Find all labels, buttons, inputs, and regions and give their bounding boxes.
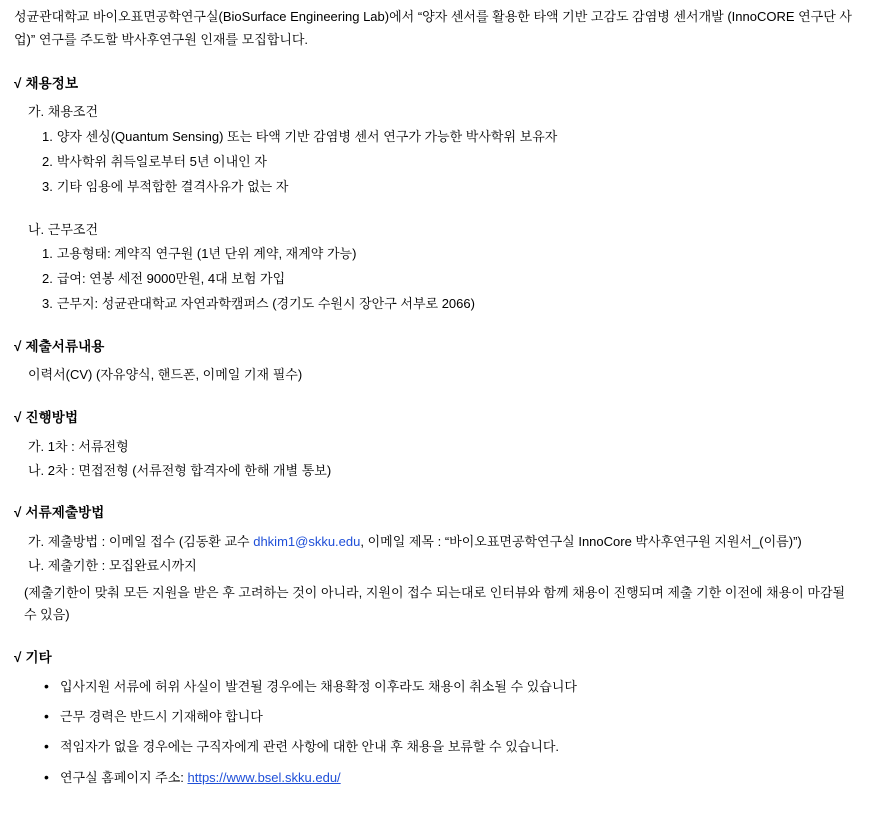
section-required-documents bbox=[14, 337, 857, 386]
hire-conditions-list bbox=[14, 127, 857, 197]
submission-method-prefix: 가. 제출방법 : 이메일 접수 (김동환 교수 bbox=[28, 533, 254, 549]
submission-note: (제출기한이 맞춰 모든 지원을 받은 후 고려하는 것이 아니라, 지원이 접수 되는대로 인터뷰와 함께 채용이 진행되며 제출 기한 이전에 채용이 마감될 수 있음) bbox=[24, 585, 846, 623]
list-item-number: 2. bbox=[42, 271, 53, 287]
section-submission-method bbox=[14, 503, 857, 626]
spacer bbox=[14, 202, 857, 220]
section-title-recruit-info bbox=[14, 74, 857, 95]
section-process bbox=[14, 408, 857, 481]
lab-homepage-link[interactable]: https://www.bsel.skku.edu/ bbox=[187, 769, 341, 785]
check-icon-process: √ bbox=[14, 409, 22, 425]
contact-email-link[interactable]: dhkim1@skku.edu bbox=[253, 533, 361, 549]
subsection-work-conditions-label: 나. 근무조건 bbox=[28, 221, 99, 237]
list-item-number: 2. bbox=[42, 153, 53, 169]
list-item-text: 연구실 홈페이지 주소: bbox=[60, 769, 188, 785]
list-item bbox=[42, 177, 857, 197]
list-item-text: 적임자가 없을 경우에는 구직자에게 관련 사항에 대한 안내 후 채용을 보류할 수 있습니다. bbox=[60, 739, 560, 755]
list-item-text: 근무 경력은 반드시 기재해야 합니다 bbox=[60, 709, 263, 725]
submission-method-suffix: , 이메일 제목 : “바이오표면공학연구실 InnoCore 박사후연구원 지원서_(이름)”) bbox=[360, 533, 802, 549]
work-conditions-list bbox=[14, 244, 857, 314]
list-item-number: 3. bbox=[42, 178, 53, 194]
check-icon-recruit: √ bbox=[14, 75, 22, 91]
section-heading-text-etc: 기타 bbox=[25, 650, 52, 666]
process-step-1: 가. 1차 : 서류전형 bbox=[28, 438, 129, 454]
section-heading-text-documents: 제출서류내용 bbox=[25, 338, 105, 354]
check-icon-submission: √ bbox=[14, 504, 22, 520]
subsection-hire-conditions-label: 가. 채용조건 bbox=[28, 104, 99, 120]
list-item bbox=[42, 127, 857, 147]
list-item bbox=[42, 244, 857, 264]
list-item bbox=[42, 294, 857, 314]
list-item-number: 1. bbox=[42, 128, 53, 144]
submission-deadline-line: 나. 제출기한 : 모집완료시까지 bbox=[28, 557, 197, 573]
list-item bbox=[42, 269, 857, 289]
list-item-text: 양자 센싱(Quantum Sensing) 또는 타액 기반 감염병 센서 연구가 가능한 박사학위 보유자 bbox=[56, 128, 558, 144]
section-heading-text-submission: 서류제출방법 bbox=[25, 504, 105, 520]
check-icon-etc: √ bbox=[14, 650, 22, 666]
list-item-text: 기타 임용에 부적합한 결격사유가 없는 자 bbox=[56, 178, 289, 194]
list-item-text: 입사지원 서류에 허위 사실이 발견될 경우에는 채용확정 이후라도 채용이 취소될 수 있습니다 bbox=[60, 679, 577, 695]
section-title-etc bbox=[14, 648, 857, 669]
section-etc bbox=[14, 648, 857, 787]
list-item-number: 3. bbox=[42, 296, 53, 312]
list-item bbox=[60, 707, 857, 727]
section-heading-text-process: 진행방법 bbox=[25, 409, 79, 425]
list-item-number: 1. bbox=[42, 246, 53, 262]
process-step-2: 나. 2차 : 면접전형 (서류전형 합격자에 한해 개별 통보) bbox=[28, 462, 332, 478]
section-recruit-info bbox=[14, 74, 857, 315]
list-item bbox=[60, 677, 857, 697]
list-item bbox=[60, 737, 857, 757]
required-documents-line: 이력서(CV) (자유양식, 핸드폰, 이메일 기재 필수) bbox=[28, 367, 303, 383]
check-icon-documents: √ bbox=[14, 338, 22, 354]
section-title-required-documents bbox=[14, 337, 857, 358]
list-item-text: 근무지: 성균관대학교 자연과학캠퍼스 (경기도 수원시 장안구 서부로 2066) bbox=[56, 296, 475, 312]
section-heading-text-recruit: 채용정보 bbox=[25, 75, 79, 91]
list-item-text: 고용형태: 계약직 연구원 (1년 단위 계약, 재계약 가능) bbox=[56, 246, 357, 262]
list-item-text: 박사학위 취득일로부터 5년 이내인 자 bbox=[56, 153, 267, 169]
intro-paragraph: 성균관대학교 바이오표면공학연구실(BioSurface Engineering Lab)에서 “양자 센서를 활용한 타액 기반 고감도 감염병 센서개발 (InnoCORE 연구단 사업)” 연구를 주도할 박사후연구원 인재를 모집합니다. bbox=[14, 9, 852, 47]
section-title-submission-method bbox=[14, 503, 857, 524]
etc-bullet-list bbox=[14, 677, 857, 788]
list-item bbox=[42, 152, 857, 172]
list-item bbox=[60, 768, 857, 788]
list-item-text: 급여: 연봉 세전 9000만원, 4대 보험 가입 bbox=[56, 271, 286, 287]
submission-method-line bbox=[14, 532, 857, 552]
section-title-process bbox=[14, 408, 857, 429]
